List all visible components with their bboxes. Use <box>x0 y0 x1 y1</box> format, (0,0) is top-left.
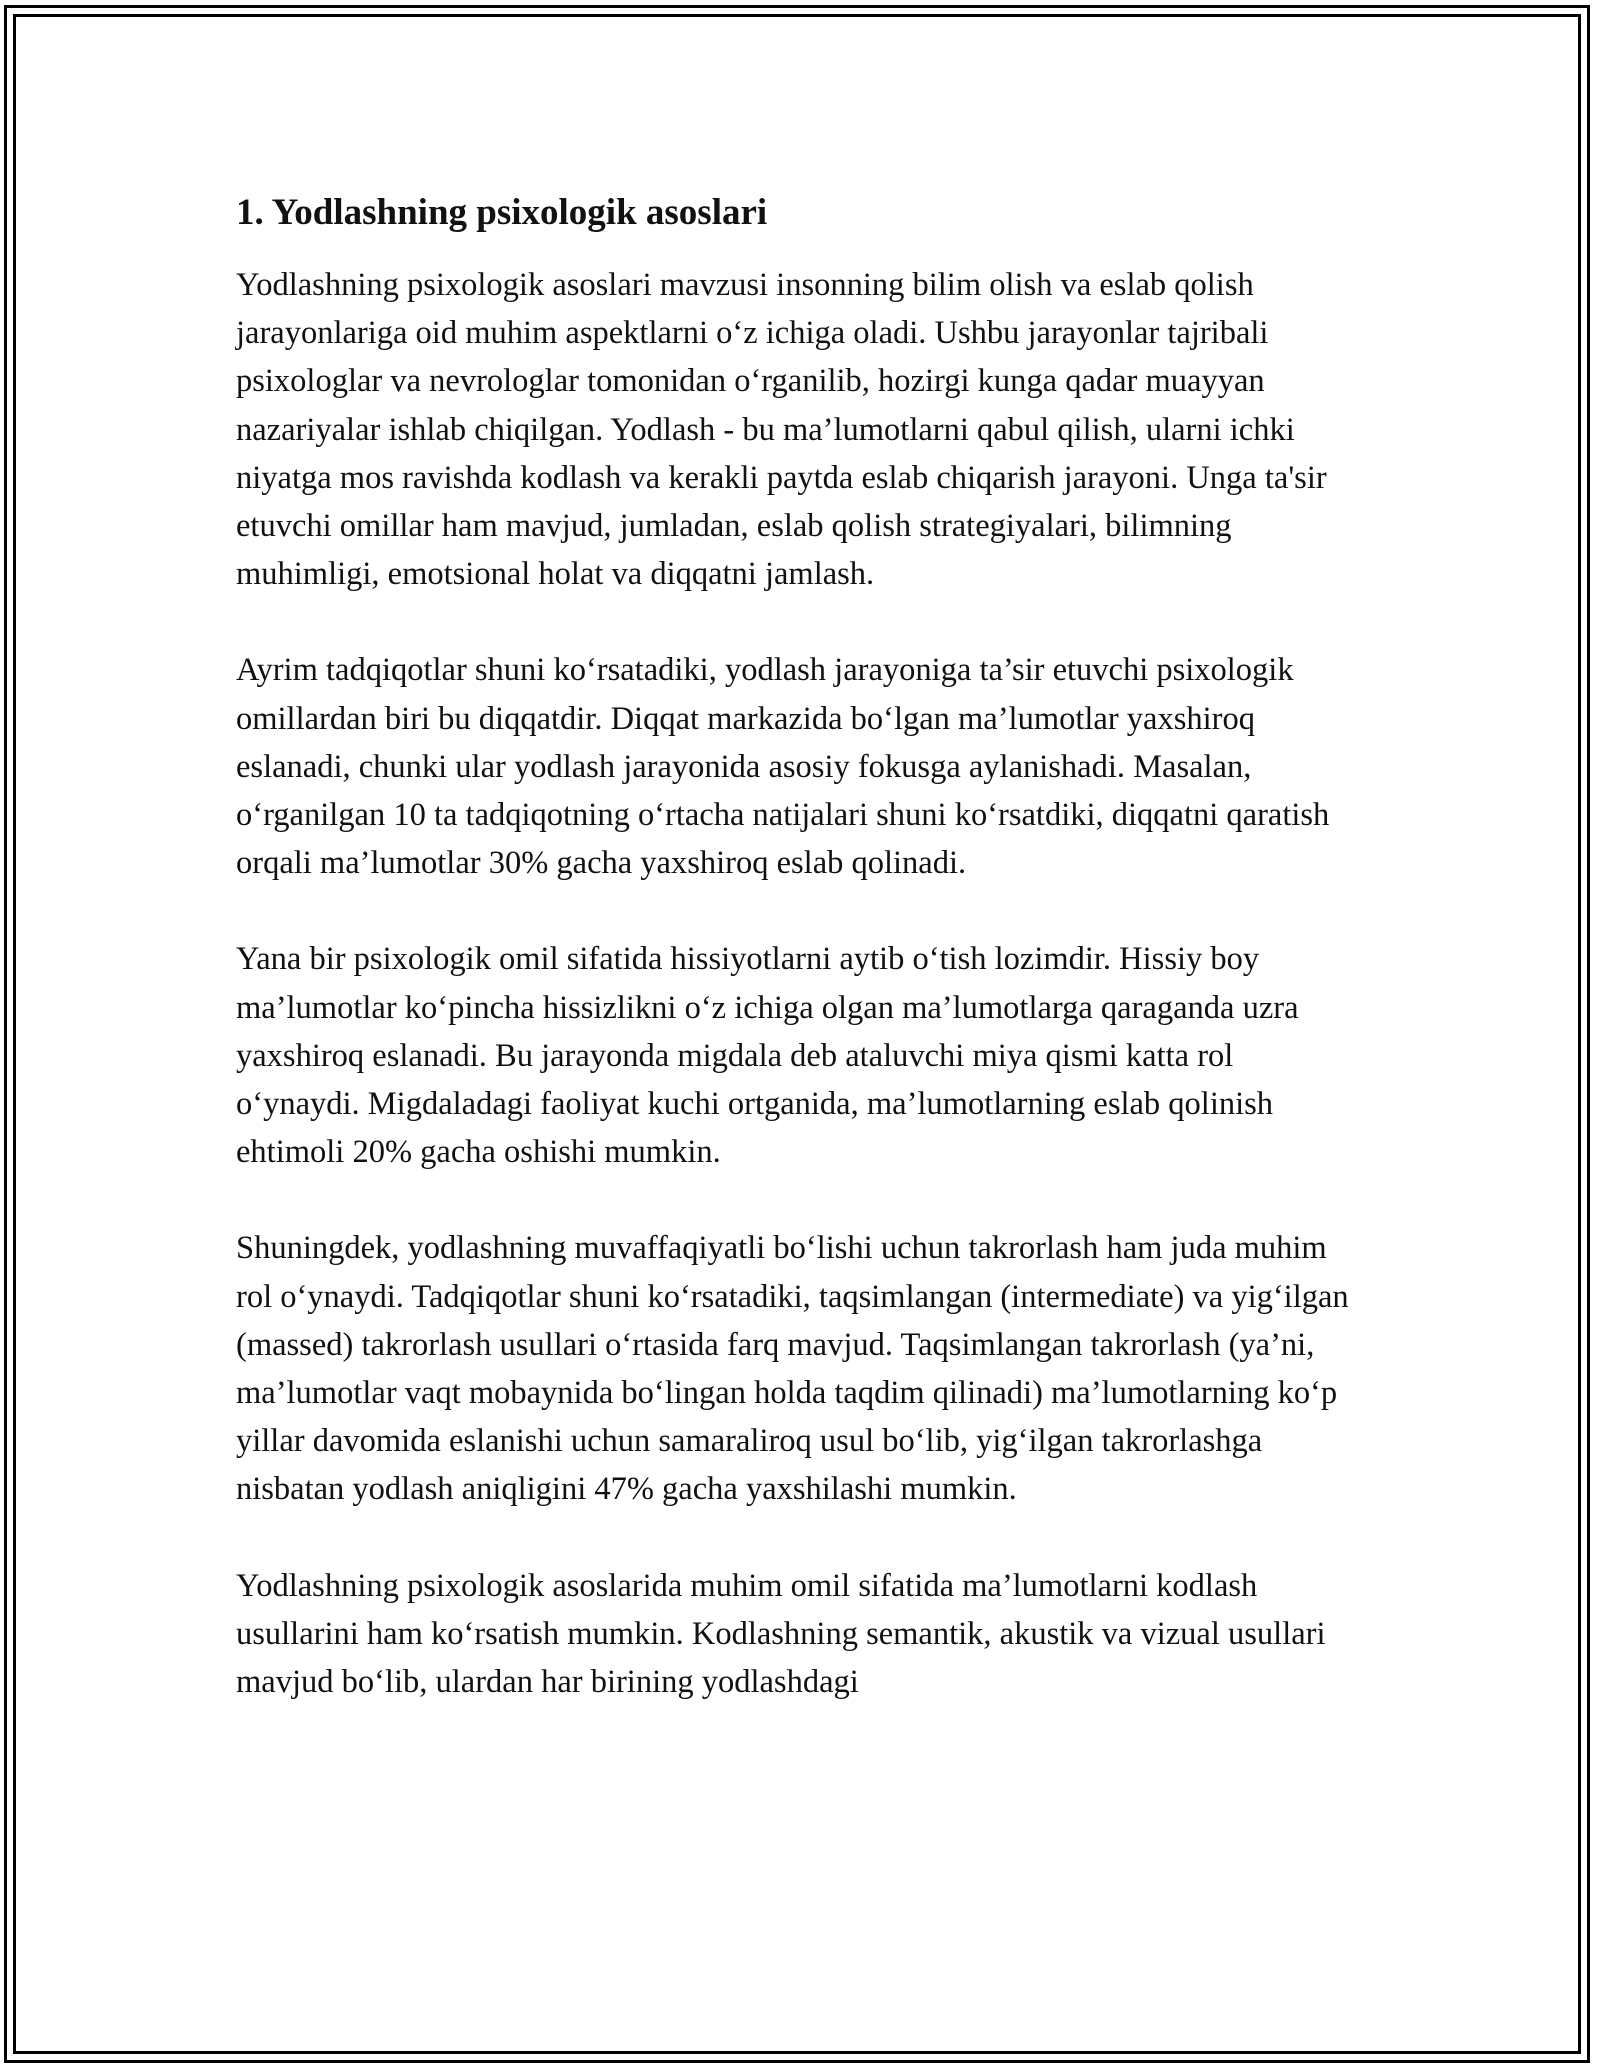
paragraph-3: Yana bir psixologik omil sifatida hissiyotlarni aytib o‘tish lozimdir. Hissiy boy ma’lumotlar ko‘pincha hissizlikni o‘z ichiga olgan ma’lumotlarga qaraganda uzra yaxshiroq eslanadi. Bu jarayonda migdala deb ataluvchi miya qismi katta rol o‘ynaydi. Migdaladagi faoliyat kuchi ortganida, ma’lumotlarning eslab qolinish ehtimoli 20% gacha oshishi mumkin. <box>236 941 1299 1171</box>
document-body <box>236 185 1356 1754</box>
paragraph-2: Ayrim tadqiqotlar shuni ko‘rsatadiki, yodlash jarayoniga ta’sir etuvchi psixologik omillardan biri bu diqqatdir. Diqqat markazida bo‘lgan ma’lumotlar yaxshiroq eslanadi, chunki ular yodlash jarayonida asosiy fokusga aylanishadi. Masalan, o‘rganilgan 10 ta tadqiqotning o‘rtacha natijalari shuni ko‘rsatdiki, diqqatni qaratish orqali ma’lumotlar 30% gacha yaxshiroq eslab qolinadi. <box>236 652 1330 882</box>
section-heading: 1. Yodlashning psixologik asoslari <box>236 192 768 233</box>
paragraph-4: Shuningdek, yodlashning muvaffaqiyatli bo‘lishi uchun takrorlash ham juda muhim rol o‘ynaydi. Tadqiqotlar shuni ko‘rsatadiki, taqsimlangan (intermediate) va yig‘ilgan (massed) takrorlash usullari o‘rtasida farq mavjud. Taqsimlangan takrorlash (ya’ni, ma’lumotlar vaqt mobaynida bo‘lingan holda taqdim qilinadi) ma’lumotlarning ko‘p yillar davomida eslanishi uchun samaraliroq usul bo‘lib, yig‘ilgan takrorlashga nisbatan yodlash aniqligini 47% gacha yaxshilashi mumkin. <box>236 1230 1349 1508</box>
paragraph-5: Yodlashning psixologik asoslarida muhim omil sifatida ma’lumotlarni kodlash usullarini ham ko‘rsatish mumkin. Kodlashning semantik, akustik va vizual usullari mavjud bo‘lib, ulardan har birining yodlashdagi <box>236 1567 1326 1701</box>
paragraph-1: Yodlashning psixologik asoslari mavzusi insonning bilim olish va eslab qolish jarayonlariga oid muhim aspektlarni o‘z ichiga oladi. Ushbu jarayonlar tajribali psixologlar va nevrologlar tomonidan o‘rganilib, hozirgi kunga qadar muayyan nazariyalar ishlab chiqilgan. Yodlash - bu ma’lumotlarni qabul qilish, ularni ichki niyatga mos ravishda kodlash va kerakli paytda eslab chiqarish jarayoni. Unga ta'sir etuvchi omillar ham mavjud, jumladan, eslab qolish strategiyalari, bilimning muhimligi, emotsional holat va diqqatni jamlash. <box>236 267 1327 593</box>
